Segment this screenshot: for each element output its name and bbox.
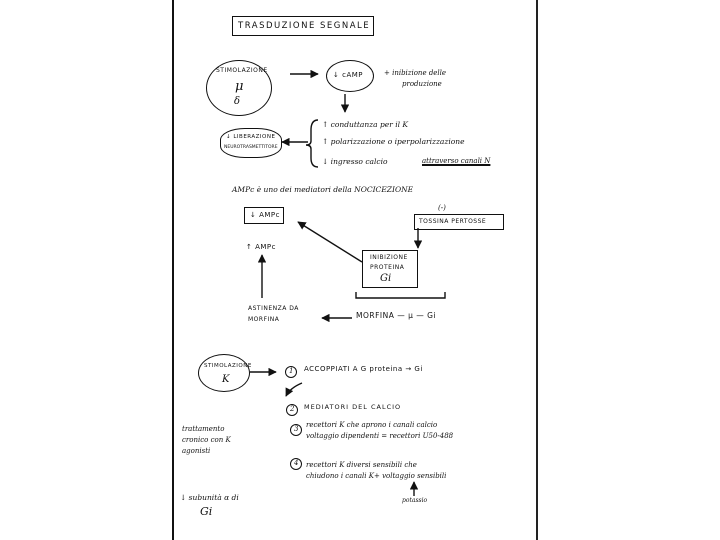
effect-conductance: ↑ conduttanza per il K [322, 120, 408, 129]
effect-calcium-note: attraverso canali N [422, 157, 491, 165]
effects-brace [306, 120, 318, 167]
delta-label: δ [234, 96, 241, 107]
effect-calcium: ↓ ingresso calcio [322, 157, 388, 166]
stimulation-label: STIMOLAZIONE [216, 67, 268, 74]
step1-number: 1 [289, 367, 294, 375]
arrow-step1-branch [286, 383, 302, 396]
release-label-1: ↓ LIBERAZIONE [226, 134, 276, 140]
camp-note-2: produzione [402, 80, 442, 88]
morphine-bracket [356, 292, 445, 298]
step2-text: MEDIATORI DEL CALCIO [304, 403, 402, 411]
effect-polarization: ↑ polarizzazione o iperpolarizzazione [322, 137, 465, 146]
step4-line-1: recettori K diversi sensibili che [306, 461, 417, 469]
abstinence-label-2: MORFINA [248, 316, 280, 323]
step4-number: 4 [294, 459, 299, 467]
release-label-2: NEUROTRASMETTITORE [224, 145, 278, 150]
step2-number: 2 [290, 405, 295, 413]
k-label: K [222, 374, 230, 385]
side-note-5: Gi [200, 505, 213, 518]
stimulation-k-oval [198, 354, 250, 392]
side-note-3: agonisti [182, 447, 211, 455]
inhibition-label-3: Gi [380, 273, 392, 284]
inhibition-label-2: PROTEINA [370, 264, 405, 271]
potassium-label: potassio [402, 497, 428, 504]
release-oval [220, 128, 282, 158]
side-note-1: trattamento [182, 425, 225, 433]
inhibition-label-1: INIBIZIONE [370, 254, 408, 261]
side-note-2: cronico con K [182, 436, 231, 444]
stimulation-k-label: STIMOLAZIONE [204, 363, 252, 369]
side-note-4: ↓ subunità α di [180, 493, 239, 502]
amp-up-label: ↑ AMPc [246, 243, 276, 251]
step4-line-2: chiudono i canali K+ voltaggio sensibili [306, 472, 447, 480]
camp-label: ↓ cAMP [333, 71, 363, 79]
abstinence-label-1: ASTINENZA DA [248, 305, 299, 312]
arrow-inhibition-to-amp [298, 222, 362, 262]
camp-note-1: + inibizione delle [384, 69, 447, 77]
amp-down-label: ↓ AMPc [250, 211, 280, 219]
step3-number: 3 [294, 425, 299, 433]
step1-text: ACCOPPIATI A G proteina → Gi [304, 365, 423, 373]
step3-line-1: recettori K che aprono i canali calcio [306, 421, 438, 429]
toxin-sign: (-) [438, 204, 446, 212]
nociception-heading: AMPc è uno dei mediatori della NOCICEZIONE [232, 185, 414, 194]
step3-line-2: voltaggio dipendenti = recettori U50-488 [306, 432, 454, 440]
morphine-chain: MORFINA — μ — Gi [356, 311, 437, 320]
title: TRASDUZIONE SEGNALE [238, 21, 371, 31]
mu-label: μ [235, 79, 244, 94]
toxin-label: TOSSINA PERTOSSE [419, 218, 487, 225]
